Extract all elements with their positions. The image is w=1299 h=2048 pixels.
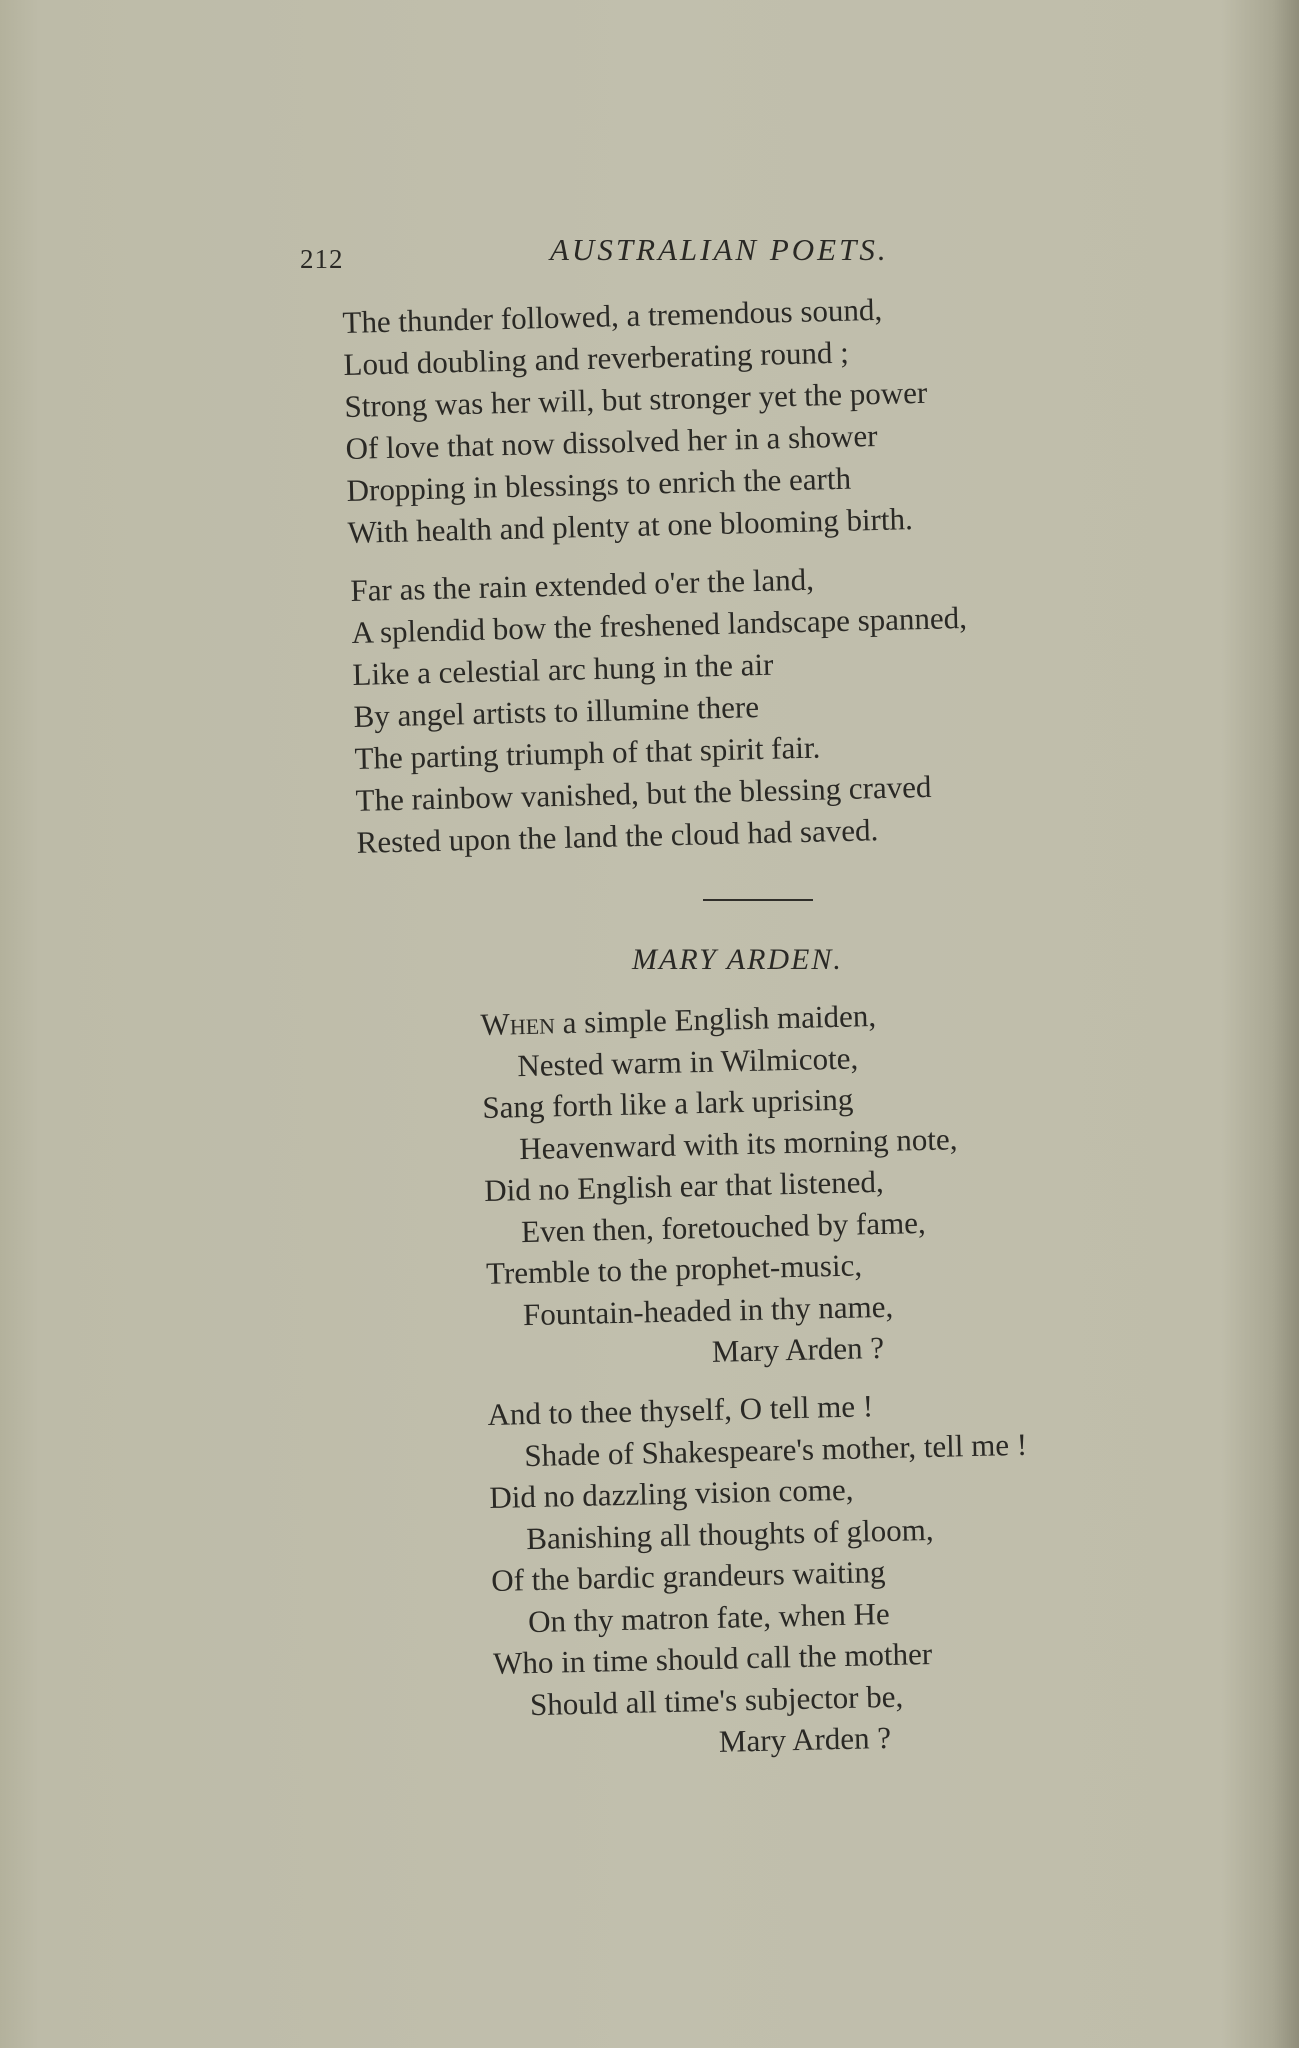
poem-refrain: Mary Arden ? [718,1719,892,1759]
drop-word: When [480,1005,556,1042]
running-header [300,232,1250,282]
poem-line: The rainbow vanished, but the blessing craved [355,768,932,818]
poem-line: Heavenward with its morning note, [518,1120,958,1166]
poem-line: Of love that now dissolved her in a shower [345,417,878,466]
poem-line: Nested warm in Wilmicote, [517,1039,859,1083]
poem-line: The thunder followed, a tremendous sound, [342,291,883,340]
poem-line: Rested upon the land the cloud had saved. [356,812,879,860]
poem-line: Even then, foretouched by fame, [520,1204,927,1249]
page-number: 212 [300,244,344,274]
poem-refrain: Mary Arden ? [711,1329,885,1369]
poem-line: Of the bardic grandeurs waiting [490,1554,886,1598]
poem-line: Tremble to the prophet-music, [485,1247,863,1291]
stanza-mary-arden-2 [487,1382,1034,1768]
poem-line-rest: a simple English maiden, [554,998,877,1041]
poem-title: MARY ARDEN. [632,943,843,976]
poem-line: On thy matron fate, when He [527,1595,891,1639]
poem-line: Like a celestial arc hung in the air [352,646,774,692]
poem-line: The parting triumph of that spirit fair. [354,729,821,776]
poem-line: Strong was her will, but stronger yet the power [344,374,928,424]
poem-line: Banishing all thoughts of gloom, [525,1511,934,1556]
poem-line: With health and plenty at one blooming birth. [347,501,914,550]
poem-line: Dropping in blessings to enrich the earth [346,460,852,508]
poem-line: Did no dazzling vision come, [488,1471,854,1515]
poem-line: And to thee thyself, O tell me ! [487,1388,874,1432]
poem-line: Should all time's subjector be, [529,1678,904,1722]
poem-line: Far as the rain extended o'er the land, [350,561,815,608]
poem-line: Shade of Shakespeare's mother, tell me ! [524,1426,1028,1473]
poem-line: A splendid bow the freshened landscape spanned, [351,599,968,650]
poem-line: By angel artists to illumine there [353,689,760,734]
running-title: AUSTRALIAN POETS. [550,232,889,267]
poem-line: Sang forth like a lark uprising [481,1081,854,1125]
poem-line: Fountain-headed in thy name, [522,1288,894,1332]
poem-line: Did no English ear that listened, [483,1163,885,1208]
poem-line: Loud doubling and reverberating round ; [343,334,850,382]
stanza-mary-arden-1 [480,993,963,1377]
stanza-previous-2 [350,555,973,864]
stanza-previous-1 [342,288,931,554]
poem-line: Who in time should call the mother [492,1635,933,1681]
section-divider [703,899,813,901]
